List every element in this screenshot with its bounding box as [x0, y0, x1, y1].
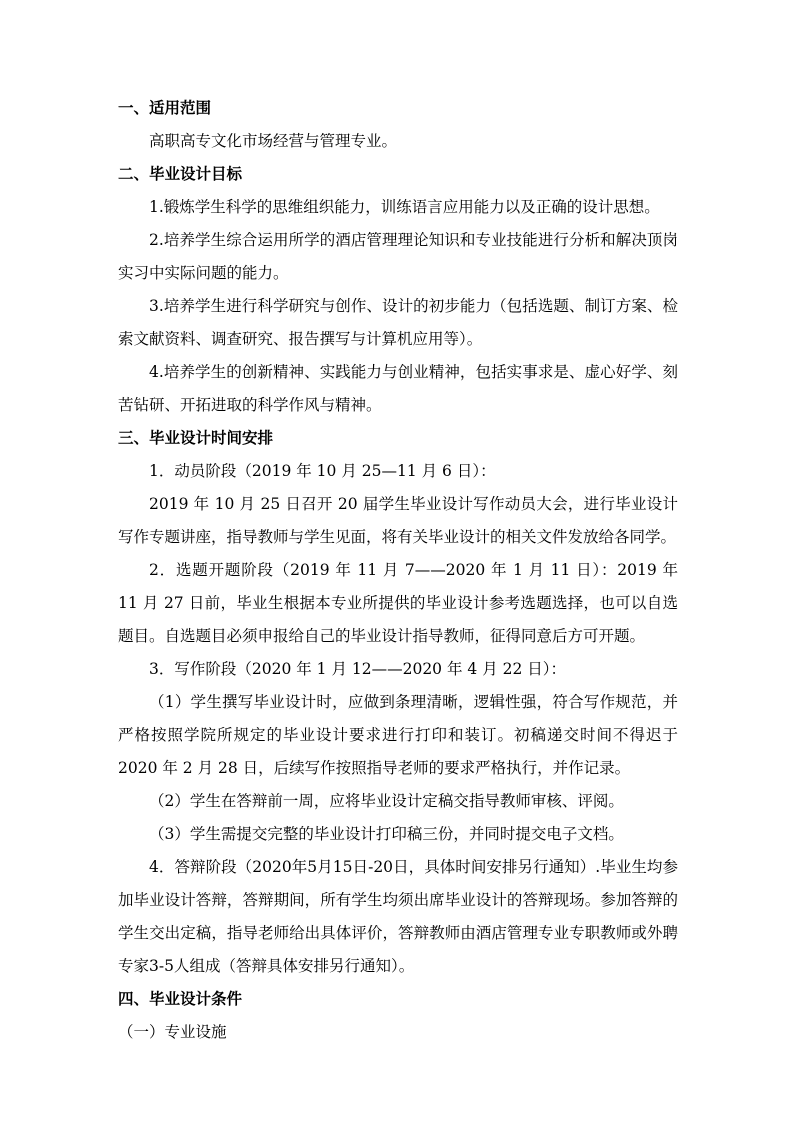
paragraph-objective-3: 3.培养学生进行科学研究与创作、设计的初步能力（包括选题、制订方案、检索文献资料、调查研究、报告撰写与计算机应用等）。 [118, 297, 678, 348]
document-body [118, 92, 678, 1049]
paragraph-schedule-1-title: 1．动员阶段（2019 年 10 月 25—11 月 6 日）： [149, 462, 496, 480]
paragraph-schedule-4: 4．答辩阶段（2020年5月15日-20日，具体时间安排另行通知）.毕业生均参加毕业设计答辩，答辩期间，所有学生均须出席毕业设计的答辩现场。参加答辩的学生交出定稿，指导老师给出具体评价，答辩教师由酒店管理专业专职教师或外聘专家3-5人组成（答辩具体安排另行通知）。 [118, 858, 678, 975]
paragraph-schedule-2: 2．选题开题阶段（2019 年 11 月 7——2020 年 1 月 11 日）：2019 年 11 月 27 日前，毕业生根据本专业所提供的毕业设计参考选题选择，也可以自选题目。自选题目必须申报给自己的毕业设计指导教师，征得同意后方可开题。 [118, 561, 678, 645]
paragraph-objective-2: 2.培养学生综合运用所学的酒店管理理论知识和专业技能进行分析和解决顶岗实习中实际问题的能力。 [118, 231, 678, 282]
paragraph-objective-4: 4.培养学生的创新精神、实践能力与创业精神，包括实事求是、虚心好学、刻苦钻研、开拓进取的科学作风与精神。 [118, 363, 678, 414]
section-heading-schedule: 三、毕业设计时间安排 [118, 429, 274, 447]
paragraph-schedule-3-item-2: （2）学生在答辩前一周，应将毕业设计定稿交指导教师审核、评阅。 [149, 792, 624, 810]
paragraph-objective-1: 1.锻炼学生科学的思维组织能力，训练语言应用能力以及正确的设计思想。 [149, 198, 660, 216]
paragraph-scope: 高职高专文化市场经营与管理专业。 [149, 132, 398, 150]
section-heading-scope: 一、适用范围 [118, 99, 212, 117]
section-heading-conditions: 四、毕业设计条件 [118, 990, 243, 1008]
paragraph-schedule-3-title: 3．写作阶段（2020 年 1 月 12——2020 年 4 月 22 日）： [149, 660, 567, 678]
subsection-facilities: （一）专业设施 [118, 1023, 227, 1041]
paragraph-schedule-1-body: 2019 年 10 月 25 日召开 20 届学生毕业设计写作动员大会，进行毕业设计写作专题讲座，指导教师与学生见面，将有关毕业设计的相关文件发放给各同学。 [118, 495, 678, 546]
paragraph-schedule-3-item-1: （1）学生撰写毕业设计时，应做到条理清晰，逻辑性强，符合写作规范，并严格按照学院所规定的毕业设计要求进行打印和装订。初稿递交时间不得迟于 2020 年 2 月 28 日，后续写作按照指导老师的要求严格执行，并作记录。 [118, 693, 678, 777]
section-heading-objectives: 二、毕业设计目标 [118, 165, 243, 183]
paragraph-schedule-3-item-3: （3）学生需提交完整的毕业设计打印稿三份，并同时提交电子文档。 [149, 825, 624, 843]
